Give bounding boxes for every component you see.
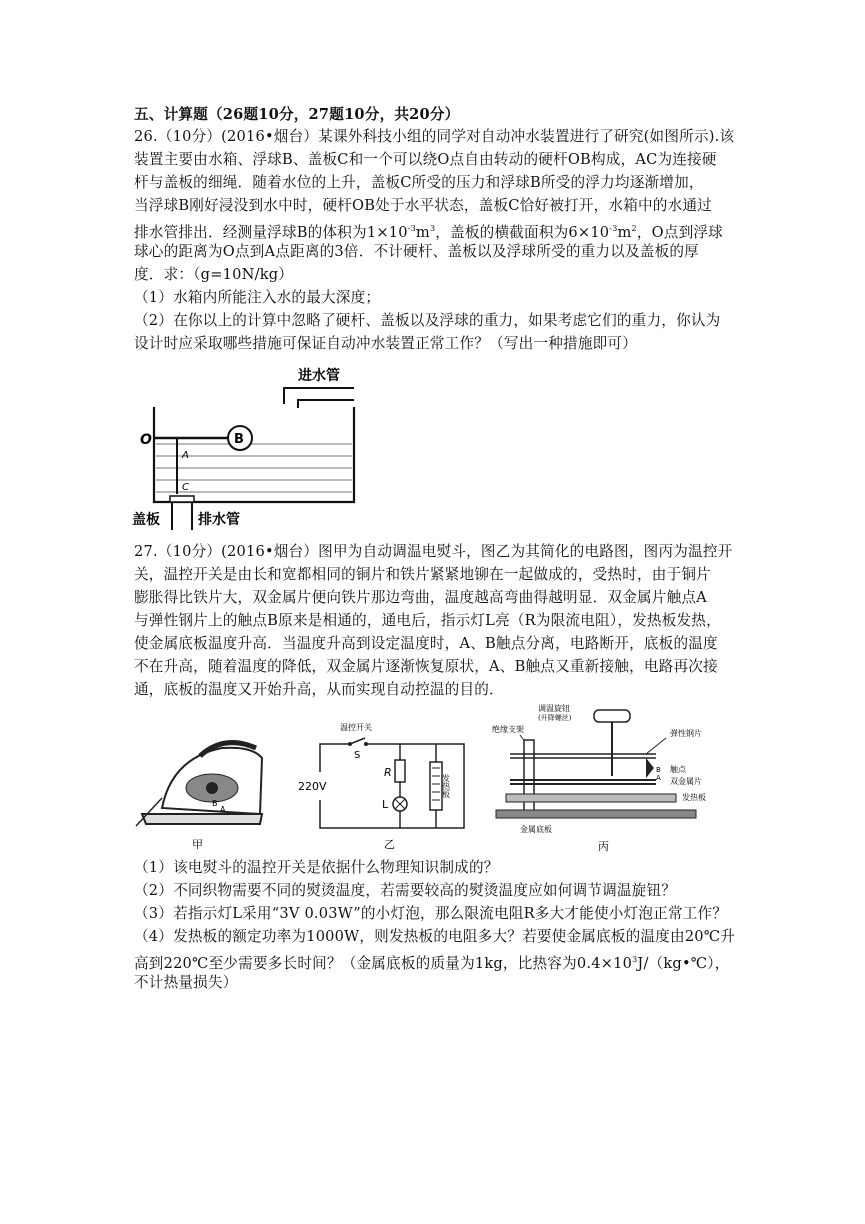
circuit-figure bbox=[296, 718, 476, 850]
q27-s4b-b: J/（kg•℃）， bbox=[637, 955, 730, 972]
o-label: O bbox=[140, 432, 152, 448]
cover-label: 盖板 bbox=[132, 512, 160, 528]
contact-b-mark: B bbox=[656, 766, 661, 774]
q26-line5-c: ，盖板的横截面积为6×10 bbox=[435, 224, 610, 241]
q27-line-2: 关，温控开关是由长和宽都相同的铜片和铁片紧紧地铆在一起做成的，受热时，由于铜片 bbox=[134, 566, 711, 583]
q27-s4b-exp: 3 bbox=[632, 955, 638, 964]
drain-label: 排水管 bbox=[198, 512, 240, 528]
heater-plate bbox=[430, 762, 442, 810]
s-label: S bbox=[354, 750, 361, 761]
inlet-label: 进水管 bbox=[298, 368, 340, 384]
insulator-bracket bbox=[524, 740, 534, 814]
q27-sub-1: （1）该电熨斗的温控开关是依据什么物理知识制成的？ bbox=[134, 859, 499, 876]
knob-label: 调温旋钮 bbox=[538, 704, 570, 713]
q26-exp4: 2 bbox=[631, 224, 637, 233]
q26-line5-a: 排水管排出．经测量浮球B的体积为1×10 bbox=[134, 224, 408, 241]
a-label: A bbox=[182, 450, 189, 461]
q27-line-3: 膨胀得比铁片大，双金属片便向铁片那边弯曲，温度越高弯曲得越明显．双金属片触点A bbox=[134, 589, 707, 606]
q26-sub-2a: （2）在你以上的计算中忽略了硬杆、盖板以及浮球的重力，如果考虑它们的重力，你认为 bbox=[134, 312, 721, 329]
base-plate bbox=[496, 810, 696, 818]
q26-line5-b: m bbox=[415, 224, 430, 241]
q27-line-7: 通，底板的温度又开始升高，从而实现自动控温的目的． bbox=[134, 681, 504, 698]
l-label: L bbox=[382, 798, 389, 811]
q26-line-4: 当浮球B刚好浸没到水中时，硬杆OB处于水平状态，盖板C恰好被打开，水箱中的水通过 bbox=[134, 197, 712, 214]
base-plate-label: 金属底板 bbox=[520, 825, 552, 834]
q26-exp3: -3 bbox=[609, 224, 618, 233]
q27-line-1: 27.（10分）(2016•烟台）图甲为自动调温电熨斗，图乙为其简化的电路图，图丙为温控开 bbox=[134, 543, 733, 560]
figure-bing-label: 丙 bbox=[598, 840, 609, 852]
q27-line-5: 使金属底板温度升高．当温度升高到设定温度时，A、B触点分离，电路断开，底板的温度 bbox=[134, 635, 718, 652]
q26-sub-1: （1）水箱内所能注入水的最大深度； bbox=[134, 289, 381, 306]
thermostat-figure bbox=[490, 702, 722, 852]
bimetal-label: 双金属片 bbox=[670, 777, 702, 786]
q26-line5-e: ，O点到浮球 bbox=[636, 224, 723, 241]
q26-line-6: 球心的距离为O点到A点距离的3倍．不计硬杆、盖板以及浮球所受的重力以及盖板的厚 bbox=[134, 243, 699, 260]
q26-sub-2b: 设计时应采取哪些措施可保证自动冲水装置正常工作？（写出一种措施即可） bbox=[134, 335, 637, 352]
heat-plate bbox=[506, 794, 676, 802]
q26-exp2: 3 bbox=[429, 224, 436, 233]
heater-label: 发热板 bbox=[441, 774, 451, 798]
b-label: B bbox=[234, 432, 244, 447]
iron-figure bbox=[132, 718, 272, 850]
knob-sub-label: (升降螺丝) bbox=[538, 714, 572, 722]
section-heading: 五、计算题（26题10分，27题10分，共20分） bbox=[134, 106, 460, 123]
insulator-label: 绝缘支架 bbox=[492, 725, 524, 734]
q26-line-1: 26.（10分）(2016•烟台）某课外科技小组的同学对自动冲水装置进行了研究(如图所示).该 bbox=[134, 128, 735, 145]
voltage-label: 220V bbox=[298, 780, 327, 793]
figure-jia-label: 甲 bbox=[192, 838, 203, 850]
r-label: R bbox=[384, 766, 392, 779]
resistor-r bbox=[395, 760, 405, 782]
q26-line5-d: m bbox=[617, 224, 632, 241]
switch-label: 温控开关 bbox=[340, 723, 372, 732]
cover-plate bbox=[170, 496, 194, 502]
q26-line-7: 度．求：（g=10N/kg） bbox=[134, 266, 294, 283]
contact-label: 触点 bbox=[670, 765, 686, 774]
iron-a-mark: A bbox=[220, 805, 226, 814]
q26-line-3: 杆与盖板的细绳．随着水位的上升，盖板C所受的压力和浮球B所受的浮力均逐渐增加， bbox=[134, 174, 704, 191]
c-label: C bbox=[182, 482, 189, 493]
spring-label: 弹性钢片 bbox=[670, 729, 702, 738]
temp-knob bbox=[594, 710, 630, 722]
q27-s4b-a: 高到220℃至少需要多长时间？（金属底板的质量为1kg，比热容为0.4×10 bbox=[134, 955, 633, 972]
contact-a-mark: A bbox=[656, 774, 661, 782]
q27-line-6: 不在升高，随着温度的降低，双金属片逐渐恢复原状，A、B触点又重新接触，电路再次接 bbox=[134, 658, 718, 675]
figure-yi-label: 乙 bbox=[384, 838, 395, 850]
inlet-pipe bbox=[284, 388, 354, 404]
q26-exp1: -3 bbox=[407, 224, 416, 233]
heat-plate-label: 发热板 bbox=[682, 793, 706, 802]
q27-line-4: 与弹性钢片上的触点B原来是相通的，通电后，指示灯L亮（R为限流电阻），发热板发热， bbox=[134, 612, 721, 629]
q27-sub-4c: 不计热量损失） bbox=[134, 974, 238, 991]
water-tank-figure bbox=[132, 362, 372, 532]
q27-sub-2: （2）不同织物需要不同的熨烫温度，若需要较高的熨烫温度应如何调节调温旋钮？ bbox=[134, 882, 677, 899]
iron-b-mark: B bbox=[212, 799, 218, 808]
q27-sub-4a: （4）发热板的额定功率为1000W，则发热板的电阻多大？若要使金属底板的温度由20℃升 bbox=[134, 928, 736, 945]
q26-line-2: 装置主要由水箱、浮球B、盖板C和一个可以绕O点自由转动的硬杆OB构成，AC为连接硬 bbox=[134, 151, 717, 168]
q27-sub-3: （3）若指示灯L采用“3V 0.03W”的小灯泡，那么限流电阻R多大才能使小灯泡正常工作？ bbox=[134, 905, 728, 922]
